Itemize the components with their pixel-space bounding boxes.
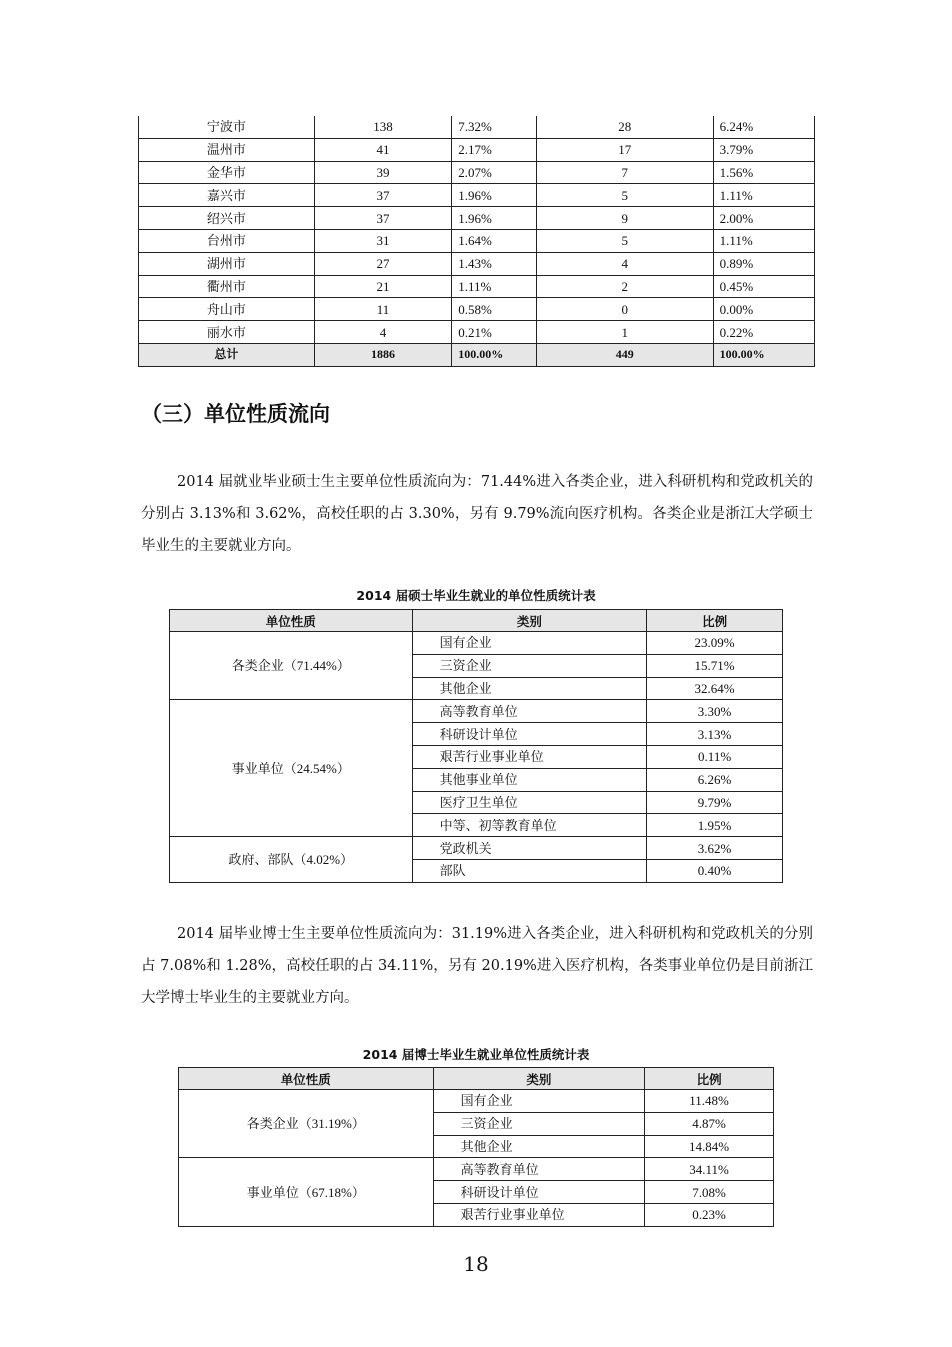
table-row: 各类企业（31.19%） 国有企业 11.48% bbox=[179, 1090, 774, 1113]
column-header: 类别 bbox=[433, 1068, 645, 1090]
table-row: 舟山市 11 0.58% 0 0.00% bbox=[139, 298, 815, 321]
table-row: 事业单位（24.54%） 高等教育单位 3.30% bbox=[170, 700, 783, 723]
table-row: 医疗卫生单位 9.79% bbox=[170, 791, 783, 814]
master-table-caption: 2014 届硕士毕业生就业的单位性质统计表 bbox=[356, 588, 596, 603]
page-number: 18 bbox=[463, 1252, 489, 1276]
table-row: 衢州市 21 1.11% 2 0.45% bbox=[139, 275, 815, 298]
master-summary-paragraph: 2014 届就业毕业硕士生主要单位性质流向为：71.44%进入各类企业，进入科研机构和党政机关的分别占 3.13%和 3.62%，高校任职的占 3.30%，另有 9.79%流向医疗机构。各类企业是浙江大学硕士毕业生的主要就业方向。 bbox=[141, 474, 813, 554]
table-row: 其他企业 14.84% bbox=[179, 1135, 774, 1158]
table-row: 其他事业单位 6.26% bbox=[170, 768, 783, 791]
table-total-row: 总计 1886 100.00% 449 100.00% bbox=[139, 343, 815, 366]
table-row: 政府、部队（4.02%） 党政机关 3.62% bbox=[170, 837, 783, 860]
nature-cell: 政府、部队（4.02%） bbox=[170, 837, 413, 883]
phd-summary-paragraph: 2014 届毕业博士生主要单位性质流向为：31.19%进入各类企业，进入科研机构和党政机关的分别占 7.08%和 1.28%，高校任职的占 34.11%，另有 20.19%进入医疗机构，各类事业单位仍是目前浙江大学博士毕业生的主要就业方向。 bbox=[141, 926, 813, 1006]
phd-nature-table bbox=[178, 1067, 774, 1227]
table-row: 科研设计单位 7.08% bbox=[179, 1181, 774, 1204]
nature-cell: 各类企业（71.44%） bbox=[170, 632, 413, 700]
table-header-row bbox=[170, 610, 783, 632]
table-row: 科研设计单位 3.13% bbox=[170, 723, 783, 746]
table-row: 艰苦行业事业单位 0.23% bbox=[179, 1203, 774, 1226]
table-row: 各类企业（71.44%） 国有企业 23.09% bbox=[170, 632, 783, 655]
table-row: 金华市 39 2.07% 7 1.56% bbox=[139, 161, 815, 184]
table-row: 三资企业 4.87% bbox=[179, 1112, 774, 1135]
master-nature-table bbox=[169, 609, 783, 883]
table-row: 其他企业 32.64% bbox=[170, 677, 783, 700]
nature-cell: 各类企业（31.19%） bbox=[179, 1090, 434, 1158]
table-row: 中等、初等教育单位 1.95% bbox=[170, 814, 783, 837]
table-row: 湖州市 27 1.43% 4 0.89% bbox=[139, 252, 815, 275]
nature-cell: 事业单位（24.54%） bbox=[170, 700, 413, 837]
column-header: 比例 bbox=[647, 610, 783, 632]
table-row: 艰苦行业事业单位 0.11% bbox=[170, 745, 783, 768]
table-row: 丽水市 4 0.21% 1 0.22% bbox=[139, 321, 815, 344]
table-header-row bbox=[179, 1068, 774, 1090]
table-row: 三资企业 15.71% bbox=[170, 654, 783, 677]
table-row: 事业单位（67.18%） 高等教育单位 34.11% bbox=[179, 1158, 774, 1181]
section-heading: （三）单位性质流向 bbox=[141, 402, 330, 426]
table-row: 部队 0.40% bbox=[170, 859, 783, 882]
city-distribution-table bbox=[138, 116, 815, 367]
table-row: 绍兴市 37 1.96% 9 2.00% bbox=[139, 207, 815, 230]
phd-table-caption: 2014 届博士毕业生就业单位性质统计表 bbox=[362, 1047, 590, 1062]
table-row: 宁波市 138 7.32% 28 6.24% bbox=[139, 116, 815, 138]
column-header: 单位性质 bbox=[179, 1068, 434, 1090]
column-header: 比例 bbox=[645, 1068, 774, 1090]
table-row: 嘉兴市 37 1.96% 5 1.11% bbox=[139, 184, 815, 207]
table-row: 温州市 41 2.17% 17 3.79% bbox=[139, 138, 815, 161]
nature-cell: 事业单位（67.18%） bbox=[179, 1158, 434, 1226]
table-row: 台州市 31 1.64% 5 1.11% bbox=[139, 229, 815, 252]
column-header: 类别 bbox=[412, 610, 647, 632]
column-header: 单位性质 bbox=[170, 610, 413, 632]
